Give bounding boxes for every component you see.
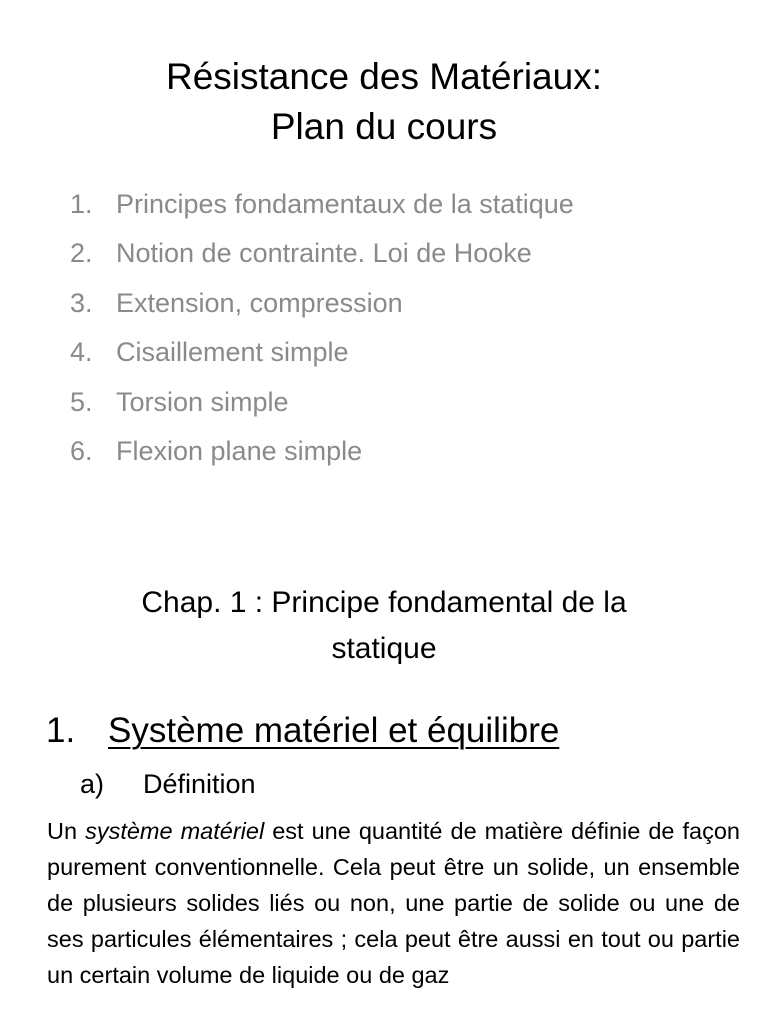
outline-item-label: Notion de contrainte. Loi de Hooke bbox=[116, 238, 532, 269]
section-heading bbox=[46, 707, 559, 755]
outline-item-number: 4. bbox=[70, 337, 93, 368]
title-line-1: Résistance des Matériaux: bbox=[166, 56, 602, 97]
course-outline-list bbox=[70, 182, 574, 478]
section-title: Système matériel et équilibre bbox=[108, 711, 560, 750]
outline-item bbox=[70, 429, 574, 478]
title-line-2: Plan du cours bbox=[270, 106, 498, 147]
outline-item-number: 2. bbox=[70, 238, 93, 269]
outline-item bbox=[70, 182, 574, 231]
outline-item bbox=[70, 281, 574, 330]
outline-item-number: 5. bbox=[70, 386, 93, 417]
outline-item bbox=[70, 231, 574, 280]
chapter-heading bbox=[0, 580, 768, 672]
outline-item-label: Extension, compression bbox=[116, 287, 403, 318]
outline-item-number: 1. bbox=[70, 189, 93, 219]
outline-item bbox=[70, 330, 574, 379]
paragraph-text-start: Un bbox=[47, 818, 86, 844]
paragraph-emphasis: système matériel bbox=[85, 818, 265, 844]
paragraph-text-rest: est une quantité de matière définie de façon purement conventionnelle. Cela peut être un solide, un ensemble de plusieurs solides liés ou non, une partie de solide ou une de ses particules élémentaires ; cela peut être aussi en tout ou partie un certain volume de liquide ou de gaz bbox=[47, 818, 740, 988]
definition-paragraph bbox=[47, 813, 740, 993]
outline-item bbox=[70, 380, 574, 429]
outline-item-label: Torsion simple bbox=[116, 386, 289, 417]
subsection-number: a) bbox=[80, 769, 105, 799]
chapter-heading-line-1: Chap. 1 : Principe fondamental de la bbox=[141, 586, 627, 619]
outline-item-number: 6. bbox=[70, 435, 93, 466]
outline-item-number: 3. bbox=[70, 287, 93, 318]
chapter-heading-line-2: statique bbox=[331, 632, 437, 665]
section-number: 1. bbox=[46, 711, 76, 750]
outline-item-label: Principes fondamentaux de la statique bbox=[116, 189, 574, 219]
subsection-heading bbox=[80, 764, 256, 804]
subsection-title: Définition bbox=[143, 769, 256, 799]
outline-item-label: Flexion plane simple bbox=[116, 435, 363, 466]
page-title bbox=[0, 52, 768, 152]
outline-item-label: Cisaillement simple bbox=[116, 337, 349, 368]
